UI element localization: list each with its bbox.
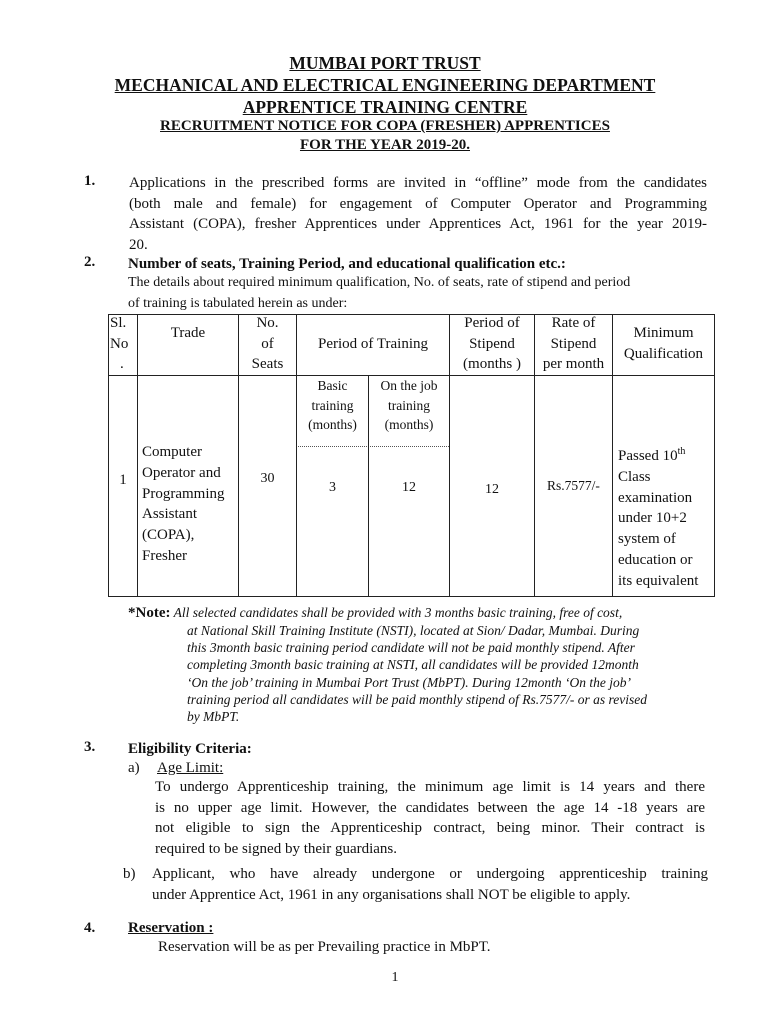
- header-rate-line: Stipend: [550, 335, 597, 352]
- header-rate: [535, 313, 612, 375]
- row-slno: 1: [119, 472, 127, 488]
- row-qualification: [618, 442, 714, 592]
- note-line: ‘On the job’ training in Mumbai Port Trust (MbPT). During 12month ‘On the job’: [187, 674, 631, 690]
- org-title: MUMBAI PORT TRUST: [289, 53, 481, 73]
- header-seats-line: No.: [256, 315, 279, 331]
- header-stipend-period: [450, 313, 534, 375]
- header-stipend-period-line: (months ): [463, 356, 521, 372]
- row-qualification-line: its equivalent: [618, 572, 699, 589]
- section-4-text: Reservation will be as per Prevailing practice in MbPT.: [158, 939, 491, 955]
- section-3-heading: Eligibility Criteria:: [128, 741, 252, 757]
- section-1-text: [129, 173, 707, 255]
- section-2-intro: [128, 272, 708, 314]
- section-2-number: 2.: [84, 254, 96, 270]
- notice-year: FOR THE YEAR 2019-20.: [299, 137, 470, 153]
- section-3a-line: To undergo Apprenticeship training, the minimum age limit is 14 years and there: [155, 779, 705, 795]
- section-2-intro-line: of training is tabulated herein as under:: [128, 296, 348, 311]
- header-basic-line: Basic: [317, 378, 348, 393]
- row-trade: [142, 442, 238, 567]
- row-qualification-line: system of: [618, 531, 676, 548]
- section-3b-text: [152, 864, 708, 905]
- row-trade-line: Programming: [142, 485, 225, 502]
- header-stipend-period-line: Stipend: [469, 335, 515, 352]
- section-2-intro-line: The details about required minimum qualification, No. of seats, rate of stipend and period: [128, 275, 631, 290]
- page-number: 1: [391, 970, 399, 985]
- row-onjob: 12: [402, 480, 416, 495]
- row-qualification-line: examination: [618, 489, 693, 506]
- note-first-text: All selected candidates shall be provided with 3 months basic training, free of cost,: [173, 605, 623, 620]
- section-3a-text: [155, 777, 705, 859]
- header-qualification-line: Qualification: [623, 345, 704, 362]
- note-body: [187, 622, 712, 725]
- note-line: training period all candidates will be paid monthly stipend of Rs.7577/- or as revised: [187, 691, 647, 707]
- header-seats-line: of: [261, 335, 274, 352]
- header-seats-line: Seats: [251, 356, 284, 372]
- section-1-line: Applications in the prescribed forms are invited in “offline” mode from the candidates: [129, 175, 707, 191]
- row-qualification-line: education or: [618, 551, 693, 568]
- row-stipend-period: 12: [485, 482, 499, 497]
- section-1-line: (both male and female) for engagement of Computer Operator and Programming: [129, 195, 707, 212]
- section-3a-heading: Age Limit:: [157, 760, 224, 776]
- row-trade-line: Computer: [142, 444, 202, 460]
- notice-title: RECRUITMENT NOTICE FOR COPA (FRESHER) APPRENTICES: [160, 118, 610, 134]
- row-qualification-line: [618, 442, 714, 467]
- qualification-passed: Passed 10: [618, 448, 678, 464]
- header-qualification-line: Minimum: [633, 325, 694, 341]
- section-4-heading: Reservation :: [128, 920, 214, 936]
- section-3a-line: is no upper age limit. However, the candidates between the age 14 -18 years are: [155, 799, 705, 816]
- header-onjob-line: (months): [384, 417, 434, 432]
- header-slno-line: .: [120, 356, 124, 372]
- section-3b-line: under Apprentice Act, 1961 in any organisations shall NOT be eligible to apply.: [152, 886, 631, 903]
- header-onjob-line: training: [388, 397, 430, 413]
- header-slno: [108, 313, 140, 375]
- section-2-heading: Number of seats, Training Period, and educational qualification etc.:: [128, 256, 566, 272]
- note-line: completing 3month basic training at NSTI, all candidates will be provided 12month: [187, 657, 639, 673]
- row-trade-line: Assistant: [142, 506, 198, 523]
- row-qualification-line: Class: [618, 468, 651, 485]
- header-rate-line: per month: [542, 356, 605, 372]
- row-seats: 30: [260, 471, 275, 486]
- section-1-line: 20.: [129, 236, 148, 253]
- department-title: MECHANICAL AND ELECTRICAL ENGINEERING DEPARTMENT: [114, 75, 656, 95]
- qualification-sup: th: [677, 446, 686, 457]
- header-period-of-training: Period of Training: [317, 336, 428, 352]
- row-trade-line: (COPA),: [142, 527, 195, 544]
- row-trade-line: Operator and: [142, 464, 221, 481]
- section-1-line: Assistant (COPA), fresher Apprentices under Apprentices Act, 1961 for the year 2019-: [129, 216, 707, 232]
- note-line: by MbPT.: [187, 709, 240, 725]
- section-3b-line: Applicant, who have already undergone or undergoing apprenticeship training: [152, 866, 708, 882]
- header-rate-line: Rate of: [551, 315, 596, 331]
- note-line: at National Skill Training Institute (NSTI), located at Sion/ Dadar, Mumbai. During: [187, 623, 640, 638]
- section-3a-line: required to be signed by their guardians.: [155, 840, 398, 857]
- header-qualification: [613, 323, 714, 364]
- row-rate: Rs.7577/-: [547, 478, 600, 493]
- header-slno-line: Sl.: [110, 315, 127, 331]
- note-label: *Note:: [128, 605, 171, 621]
- centre-title: APPRENTICE TRAINING CENTRE: [242, 97, 528, 117]
- header-trade: Trade: [170, 325, 206, 341]
- header-onjob-line: On the job: [380, 378, 438, 393]
- row-qualification-line: under 10+2: [618, 510, 687, 527]
- header-basic-line: (months): [308, 417, 357, 432]
- note-first-line: [128, 604, 710, 622]
- header-stipend-period-line: Period of: [464, 315, 520, 331]
- header-onjob-training: [369, 376, 449, 435]
- section-3-number: 3.: [84, 739, 96, 755]
- note-line: this 3month basic training period candidate will not be paid monthly stipend. After: [187, 640, 635, 656]
- header-slno-line: No: [110, 335, 129, 352]
- section-4-number: 4.: [84, 920, 96, 936]
- row-basic: 3: [329, 480, 336, 495]
- section-3b-label: b): [123, 866, 136, 882]
- section-1-number: 1.: [84, 173, 96, 189]
- header-seats: [239, 313, 296, 375]
- section-3a-line: not eligible to sign the Apprenticeship contract, being minor. Their contract is: [155, 820, 705, 836]
- row-trade-line: Fresher: [142, 547, 187, 564]
- header-basic-training: [297, 376, 368, 435]
- header-basic-line: training: [311, 397, 354, 413]
- section-3a-label: a): [128, 760, 140, 776]
